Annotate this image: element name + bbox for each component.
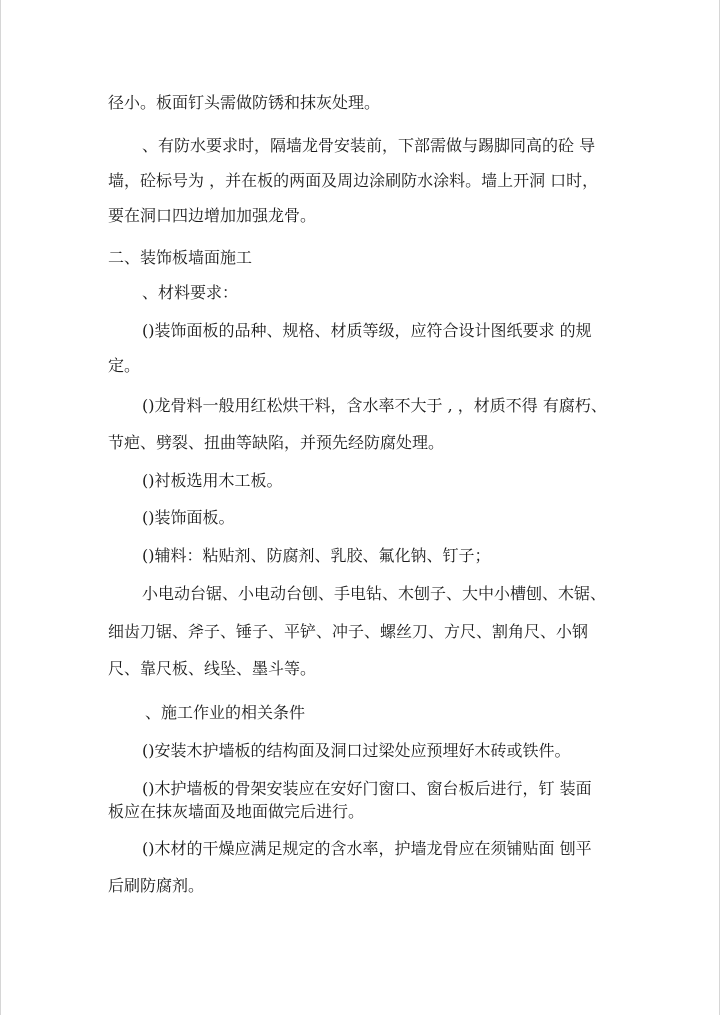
subsection-heading: 、施工作业的相关条件 [145,703,306,722]
text-line: 定。 [108,356,141,375]
text-line: 细齿刀锯、斧子、锤子、平铲、冲子、螺丝刀、方尺、割角尺、小钢 [108,622,589,641]
text-line: 板应在抹灰墙面及地面做完后进行。 [108,802,365,821]
text-line: 径小。板面钉头需做防锈和抹灰处理。 [108,93,381,112]
text-line: 后刷防腐剂。 [108,876,205,895]
text-line: 小电动台锯、小电动台刨、手电钻、木刨子、大中小槽刨、木锯、 [142,584,607,603]
text-line: 要在洞口四边增加加强龙骨。 [108,206,317,225]
subsection-heading: 、材料要求： [142,283,239,302]
text-line: ()安装木护墙板的结构面及洞口过梁处应预埋好木砖或铁件。 [142,741,571,760]
text-line: ()木材的干燥应满足规定的含水率，护墙龙骨应在须铺贴面 刨平 [142,839,592,858]
section-heading: 二、装饰板墙面施工 [108,248,253,267]
text-line: 墙，砼标号为 ，并在板的两面及周边涂刷防水涂料。墙上开洞 口时， [108,171,599,190]
text-line: ()辅料：粘贴剂、防腐剂、乳胶、氟化钠、钉子； [142,546,491,565]
text-line: ()木护墙板的骨架安装应在安好门窗口、窗台板后进行，钉 装面 [142,779,592,798]
text-line: 尺、靠尺板、线坠、墨斗等。 [108,659,317,678]
text-line: ()龙骨料一般用红松烘干料，含水率不大于 , ，材质不得 有腐朽、 [142,396,607,415]
text-line: ()装饰面板的品种、规格、材质等级，应符合设计图纸要求 的规 [142,321,592,340]
text-line: 节疤、劈裂、扭曲等缺陷，并预先经防腐处理。 [108,433,445,452]
text-line: ()衬板选用木工板。 [142,471,283,490]
text-line: 、有防水要求时，隔墙龙骨安装前，下部需做与踢脚同高的砼 导 [142,136,596,155]
text-line: ()装饰面板。 [142,508,235,527]
